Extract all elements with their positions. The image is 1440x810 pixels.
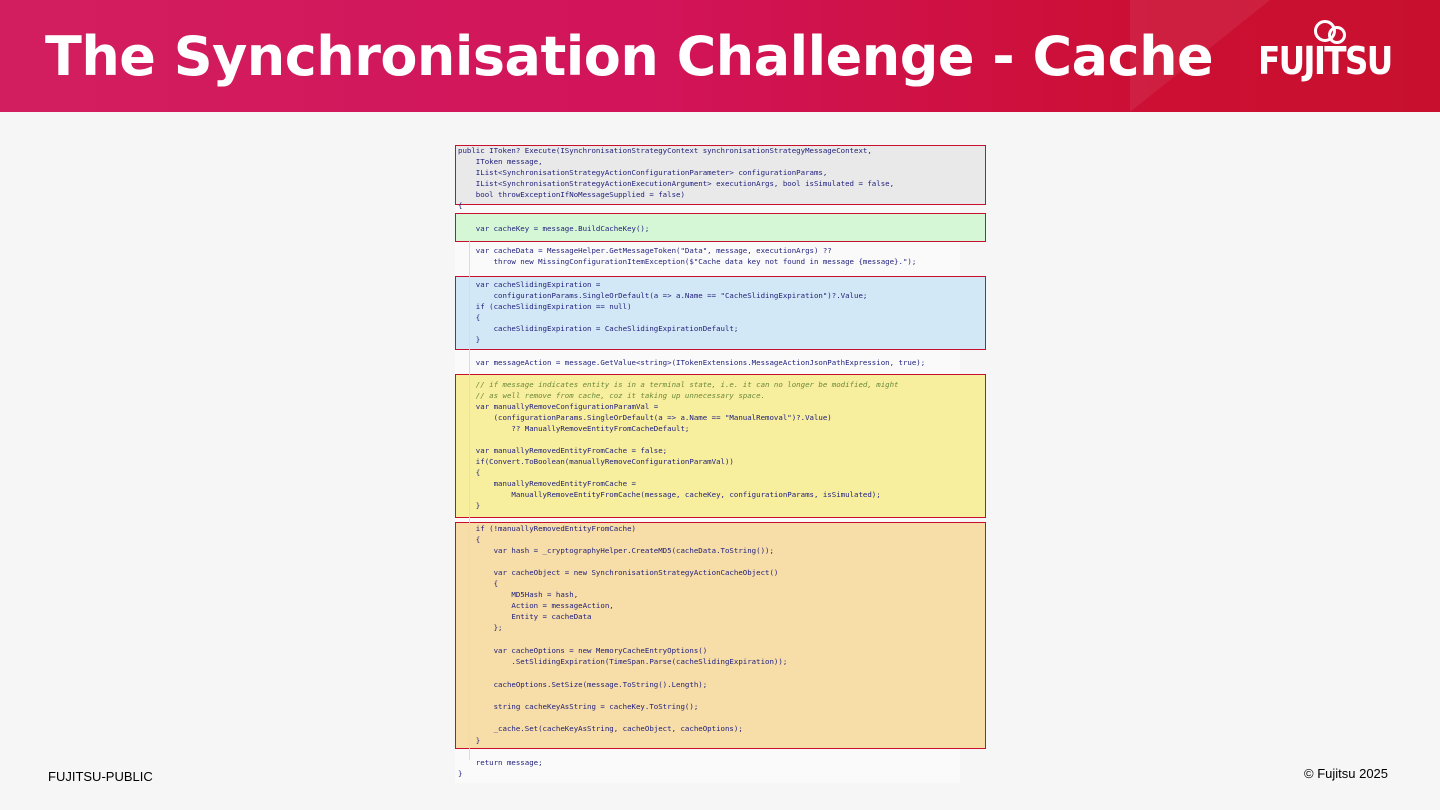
code-line: var hash = _cryptographyHelper.CreateMD5(cacheData.ToString()); <box>458 546 774 555</box>
code-line: var cacheOptions = new MemoryCacheEntryOptions() <box>458 646 708 655</box>
code-line: IList<SynchronisationStrategyActionExecutionArgument> executionArgs, bool isSimulated = false, <box>458 179 895 188</box>
code-line: } <box>458 736 481 745</box>
code-line: if (cacheSlidingExpiration == null) <box>458 302 632 311</box>
code-line: }; <box>458 623 503 632</box>
code-line: var cacheData = MessageHelper.GetMessageToken("Data", message, executionArgs) ?? <box>458 246 832 255</box>
fujitsu-logo: FUJITSU <box>1258 39 1392 83</box>
code-line: var manuallyRemovedEntityFromCache = false; <box>458 446 668 455</box>
code-line: (configurationParams.SingleOrDefault(a => a.Name == "ManualRemoval")?.Value) <box>458 413 832 422</box>
code-line: var manuallyRemoveConfigurationParamVal = <box>458 402 659 411</box>
code-line: Entity = cacheData <box>458 612 592 621</box>
code-line: cacheSlidingExpiration = CacheSlidingExpirationDefault; <box>458 324 739 333</box>
code-comment: // as well remove from cache, coz it taking up unnecessary space. <box>458 391 766 400</box>
code-line: public IToken? Execute(ISynchronisationStrategyContext synchronisationStrategyMessageContext, <box>458 146 872 155</box>
code-line: } <box>458 769 463 778</box>
code-line: } <box>458 501 481 510</box>
code-line: manuallyRemovedEntityFromCache = <box>458 479 636 488</box>
code-line: if(Convert.ToBoolean(manuallyRemoveConfigurationParamVal)) <box>458 457 734 466</box>
code-line: string cacheKeyAsString = cacheKey.ToString(); <box>458 702 699 711</box>
code-line: throw new MissingConfigurationItemException($"Cache data key not found in message {message}."); <box>458 257 917 266</box>
code-line: var cacheKey = message.BuildCacheKey(); <box>458 224 650 233</box>
code-line: Action = messageAction, <box>458 601 614 610</box>
code-line: var cacheSlidingExpiration = <box>458 280 601 289</box>
code-line: bool throwExceptionIfNoMessageSupplied = false) <box>458 190 685 199</box>
code-comment: // if message indicates entity is in a terminal state, i.e. it can no longer be modified, might <box>458 380 899 389</box>
code-line: IToken message, <box>458 157 543 166</box>
code-line: IList<SynchronisationStrategyActionConfigurationParameter> configurationParams, <box>458 168 828 177</box>
code-line: return message; <box>458 758 543 767</box>
code-line: ?? ManuallyRemoveEntityFromCacheDefault; <box>458 424 690 433</box>
code-line: { <box>458 579 499 588</box>
code-line: var messageAction = message.GetValue<string>(ITokenExtensions.MessageActionJsonPathExpression, true); <box>458 358 926 367</box>
classification-label: FUJITSU-PUBLIC <box>48 769 153 784</box>
code-line: MD5Hash = hash, <box>458 590 579 599</box>
code-line: { <box>458 468 481 477</box>
code-line: .SetSlidingExpiration(TimeSpan.Parse(cacheSlidingExpiration)); <box>458 657 788 666</box>
code-line: ManuallyRemoveEntityFromCache(message, cacheKey, configurationParams, isSimulated); <box>458 490 881 499</box>
code-line: { <box>458 201 463 210</box>
copyright-notice: © Fujitsu 2025 <box>1304 766 1389 781</box>
code-line: configurationParams.SingleOrDefault(a => a.Name == "CacheSlidingExpiration")?.Value; <box>458 291 868 300</box>
code-line: cacheOptions.SetSize(message.ToString().Length); <box>458 680 708 689</box>
slide-title: The Synchronisation Challenge - Cache <box>45 25 1214 88</box>
code-line: _cache.Set(cacheKeyAsString, cacheObject, cacheOptions); <box>458 724 743 733</box>
code-line: var cacheObject = new SynchronisationStrategyActionCacheObject() <box>458 568 779 577</box>
code-line: { <box>458 313 481 322</box>
code-line: if (!manuallyRemovedEntityFromCache) <box>458 524 636 533</box>
code-line: { <box>458 535 481 544</box>
code-line: } <box>458 335 481 344</box>
cache-set-highlight <box>455 522 986 749</box>
